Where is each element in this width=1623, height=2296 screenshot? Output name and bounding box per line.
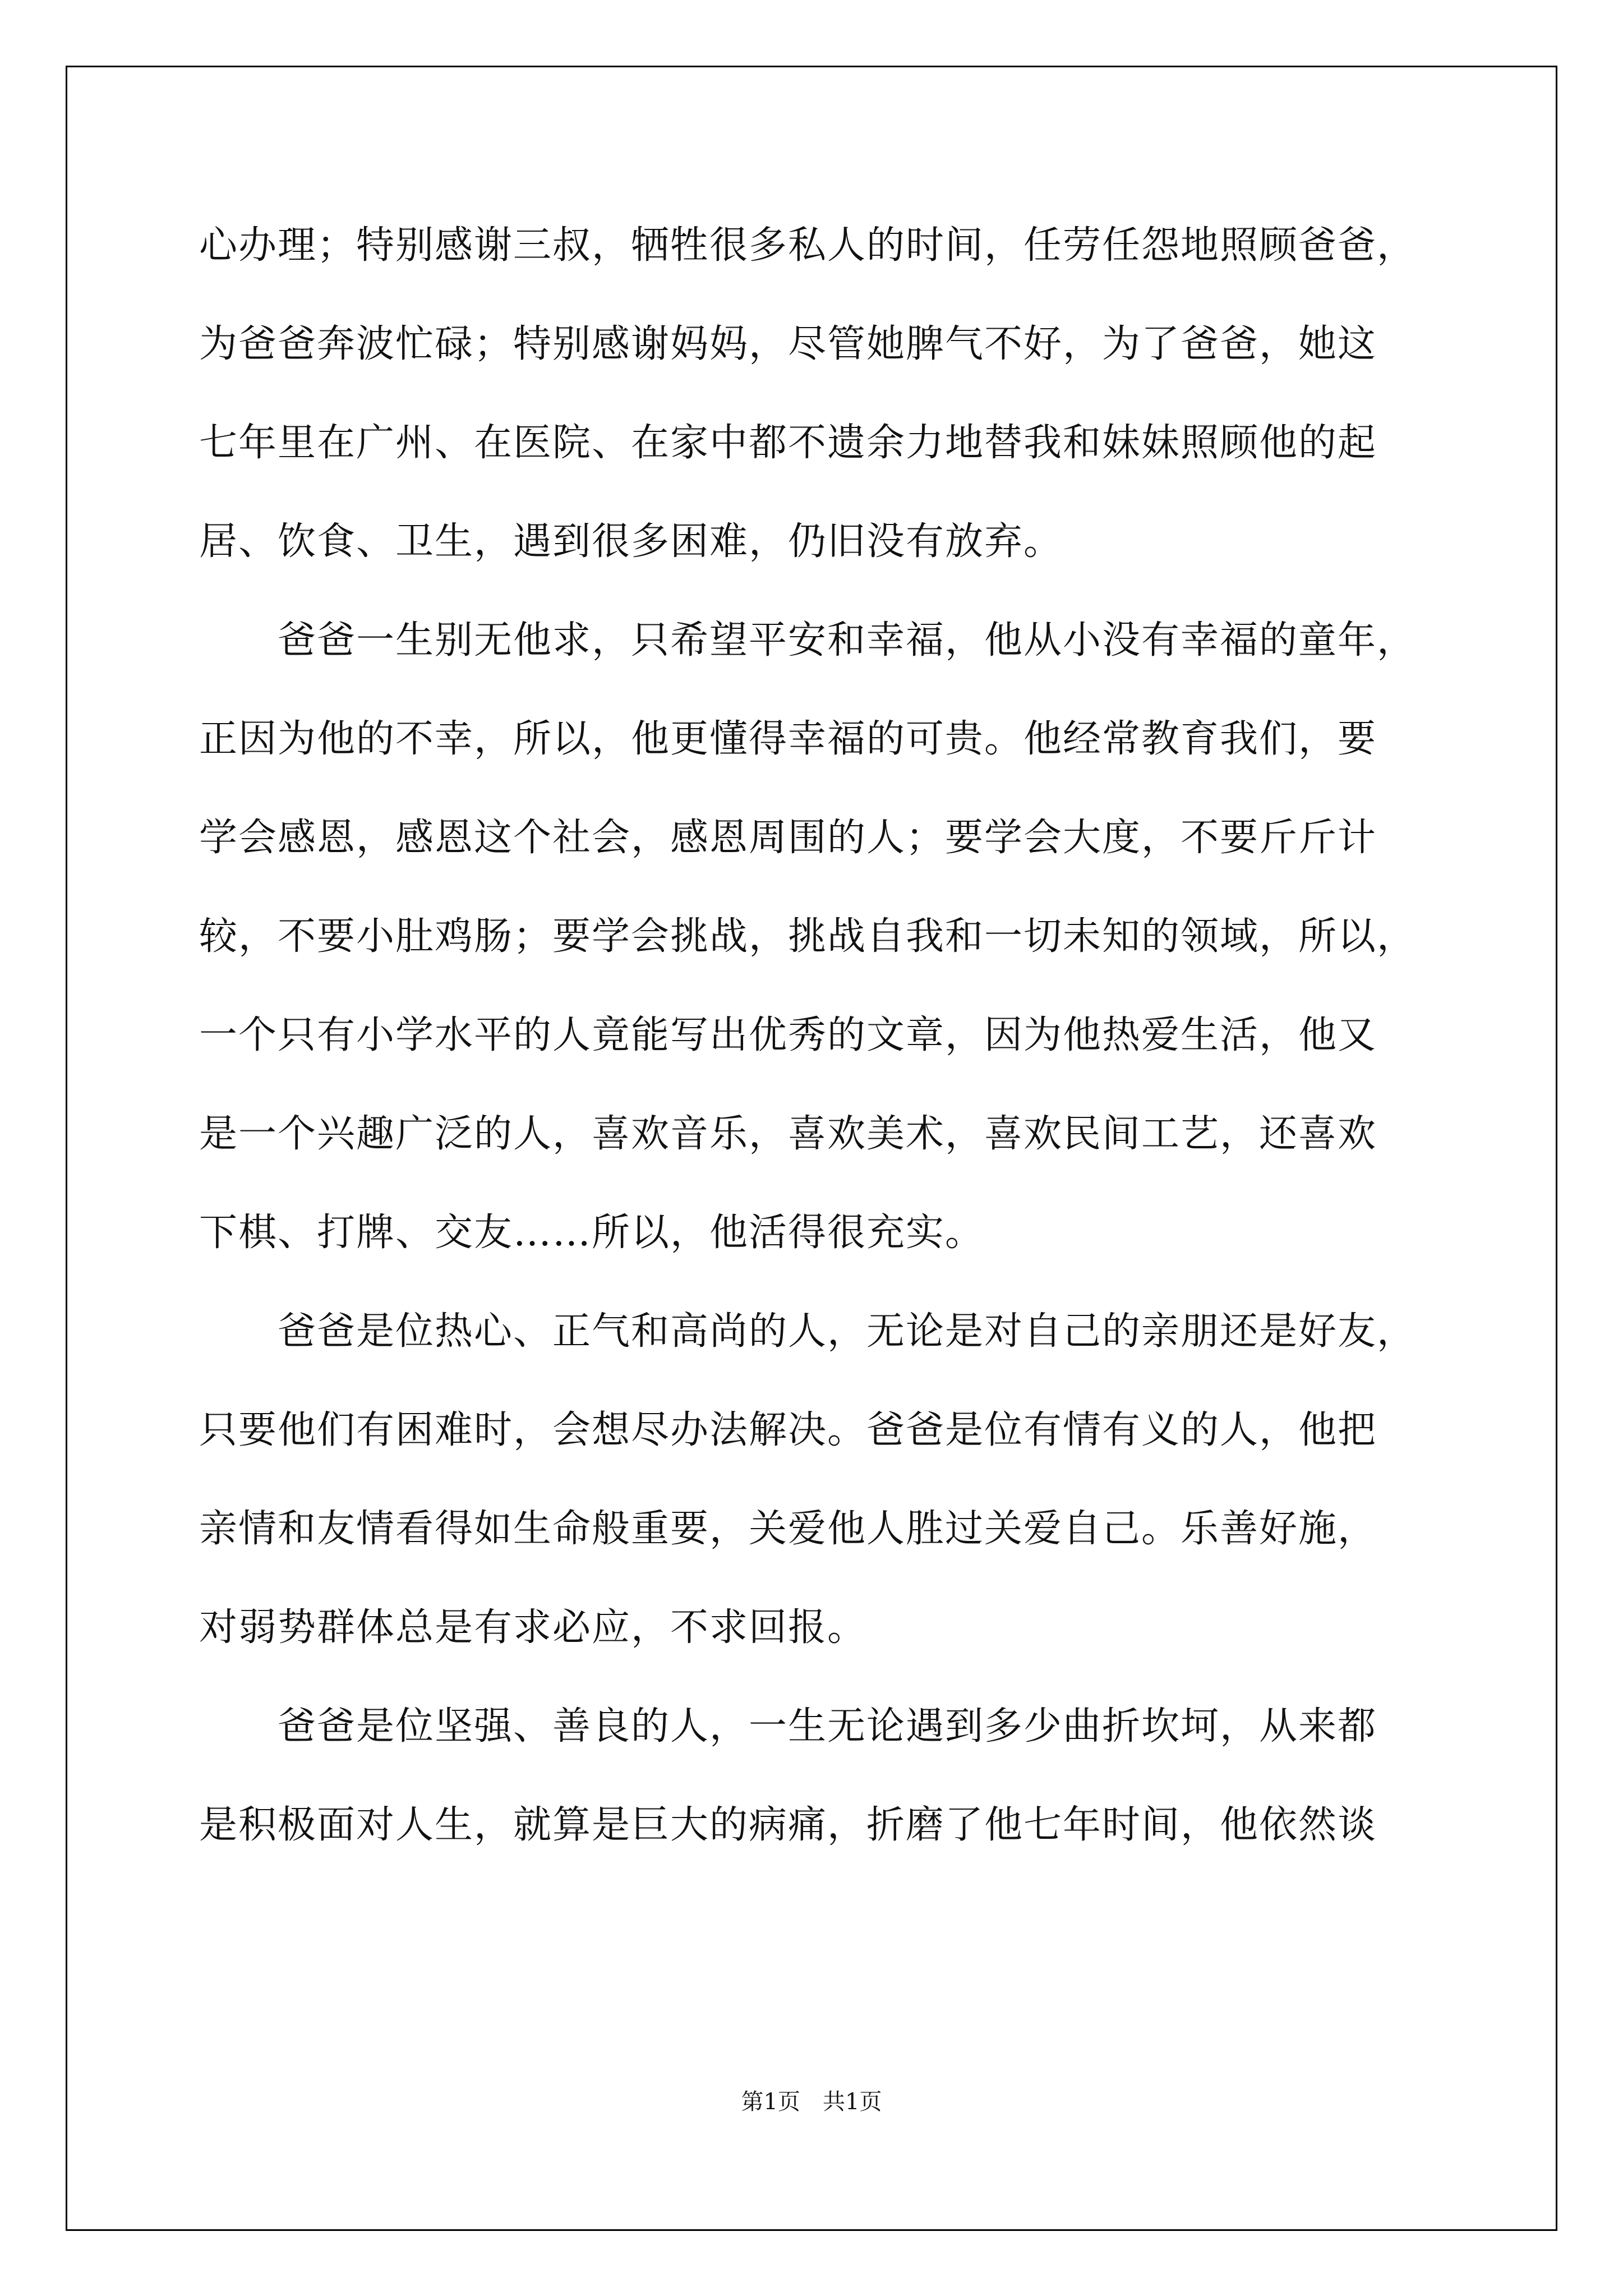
paragraph-start-line: 爸爸是位热心、正气和高尚的人，无论是对自己的亲朋还是好友， [278,1309,1417,1354]
text-line: 是积极面对人生，就算是巨大的病痛，折磨了他七年时间，他依然谈 [199,1803,1377,1847]
text-line: 对弱势群体总是有求必应，不求回报。 [199,1605,867,1650]
text-line: 正因为他的不幸，所以，他更懂得幸福的可贵。他经常教育我们，要 [199,717,1377,761]
document-body [199,196,1438,1875]
page-footer [0,2084,1623,2116]
text-line: 是一个兴趣广泛的人，喜欢音乐，喜欢美术，喜欢民间工艺，还喜欢 [199,1112,1377,1156]
text-line: 只要他们有困难时，会想尽办法解决。爸爸是位有情有义的人，他把 [199,1408,1377,1452]
text-line: 心办理；特别感谢三叔，牺牲很多私人的时间，任劳任怨地照顾爸爸， [199,223,1417,268]
text-line: 一个只有小学水平的人竟能写出优秀的文章，因为他热爱生活，他又 [199,1013,1377,1057]
text-line: 为爸爸奔波忙碌；特别感谢妈妈，尽管她脾气不好，为了爸爸，她这 [199,322,1377,366]
text-line: 较，不要小肚鸡肠；要学会挑战，挑战自我和一切未知的领域，所以， [199,914,1417,959]
paragraph-start-line: 爸爸一生别无他求，只希望平安和幸福，他从小没有幸福的童年， [278,618,1417,662]
page-number-label: 第1页 共1页 [741,2089,882,2115]
text-line: 居、饮食、卫生，遇到很多困难，仍旧没有放弃。 [199,519,1063,564]
text-line: 学会感恩，感恩这个社会，感恩周围的人；要学会大度，不要斤斤计 [199,816,1377,860]
text-line: 亲情和友情看得如生命般重要，关爱他人胜过关爱自己。乐善好施， [199,1507,1377,1551]
text-line: 七年里在广州、在医院、在家中都不遗余力地替我和妹妹照顾他的起 [199,421,1377,465]
text-line: 下棋、打牌、交友……所以，他活得很充实。 [199,1211,985,1255]
paragraph-start-line: 爸爸是位坚强、善良的人，一生无论遇到多少曲折坎坷，从来都 [278,1704,1377,1749]
